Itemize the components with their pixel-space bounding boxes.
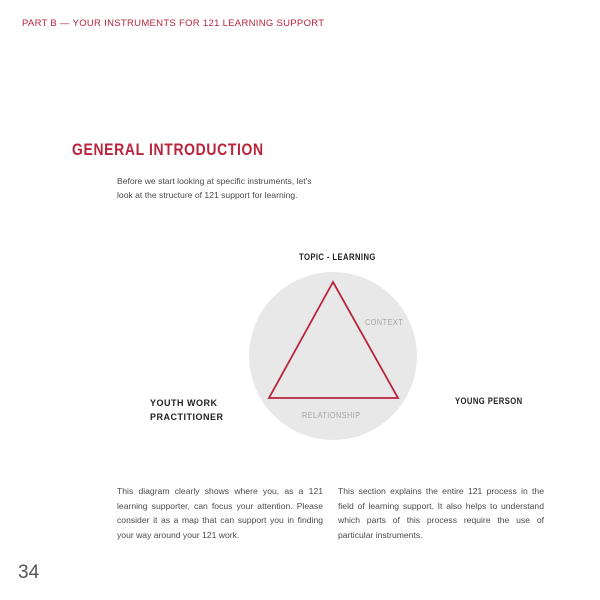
section-title: GENERAL INTRODUCTION <box>72 140 264 159</box>
young-person-label: YOUNG PERSON <box>455 396 523 406</box>
intro-paragraph: Before we start looking at specific instruments, let's look at the structure of 121 support for learning. <box>117 176 312 200</box>
relationship-label: RELATIONSHIP <box>302 410 361 420</box>
running-head: PART B — YOUR INSTRUMENTS FOR 121 LEARNING SUPPORT <box>22 18 325 29</box>
youth-work-label-line1: YOUTH WORK <box>150 398 218 408</box>
body-paragraph-left: This diagram clearly shows where you, as a 121 learning supporter, can focus your attention. Please consider it as a map that can support you in finding your way around your 121 work. <box>117 486 323 540</box>
page-number: 34 <box>18 562 40 583</box>
youth-work-label-line2: PRACTITIONER <box>150 412 224 422</box>
body-paragraph-right: This section explains the entire 121 process in the field of learning support. It also helps to understand which parts of this process require the use of particular instruments. <box>338 486 544 540</box>
topic-learning-label: TOPIC - LEARNING <box>299 252 376 262</box>
youth-work-practitioner-label <box>150 396 224 424</box>
learning-support-diagram <box>0 240 600 440</box>
context-label: CONTEXT <box>365 317 404 327</box>
